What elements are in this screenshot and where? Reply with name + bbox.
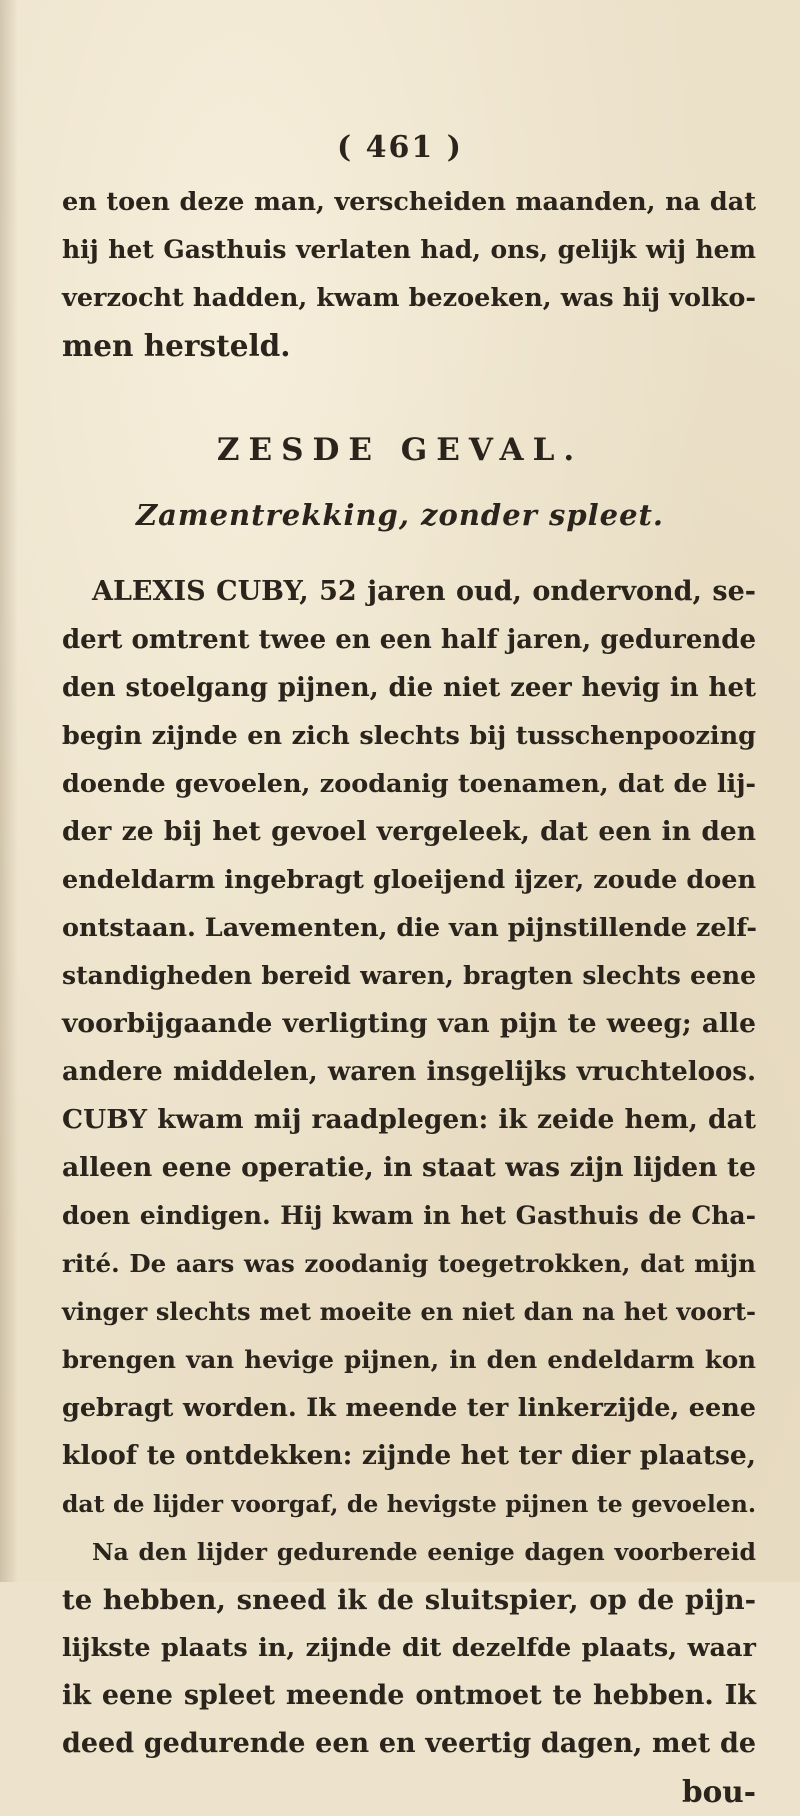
text-line: dat de lijder voorgaf, de hevigste pijnen te gevoelen. (62, 1490, 756, 1518)
text-line: brengen van hevige pijnen, in den endeldarm kon (62, 1345, 756, 1374)
paragraph-continuation (62, 178, 756, 370)
text-line: rité. De aars was zoodanig toegetrokken, dat mijn (62, 1249, 756, 1278)
text-line: lijkste plaats in, zijnde dit dezelfde plaats, waar (62, 1633, 756, 1663)
text-line: doen eindigen. Hij kwam in het Gasthuis de Cha- (62, 1201, 756, 1230)
text-line: ALEXIS CUBY, 52 jaren oud, ondervond, se- (92, 576, 756, 607)
text-line: te hebben, sneed ik de sluitspier, op de pijn- (62, 1584, 756, 1616)
text-line: gebragt worden. Ik meende ter linkerzijde, eene (62, 1393, 756, 1423)
text-line: begin zijnde en zich slechts bij tusschenpoozing (62, 721, 756, 751)
text-line: verzocht hadden, kwam bezoeken, was hij volko- (62, 283, 756, 313)
section-heading: ZESDE GEVAL. (216, 432, 584, 468)
text-line: doende gevoelen, zoodanig toenamen, dat de lij- (62, 769, 756, 799)
text-line: voorbijgaande verligting van pijn te weeg; alle (62, 1008, 756, 1039)
text-line: kloof te ontdekken: zijnde het ter dier plaatse, (62, 1440, 756, 1471)
text-line: endeldarm ingebragt gloeijend ijzer, zoude doen (62, 865, 756, 895)
body-text (62, 568, 756, 1816)
page-gutter-shadow (0, 0, 18, 1582)
text-line: hij het Gasthuis verlaten had, ons, gelijk wij hem (62, 235, 756, 264)
text-line: CUBY kwam mij raadplegen: ik zeide hem, dat (62, 1104, 756, 1135)
text-line: der ze bij het gevoel vergeleek, dat een in den (62, 816, 756, 847)
catchword: bou- (682, 1774, 756, 1809)
text-line: ik eene spleet meende ontmoet te hebben. Ik (62, 1680, 756, 1711)
text-line: standigheden bereid waren, bragten slechts eene (62, 961, 756, 990)
text-line: en toen deze man, verscheiden maanden, na dat (62, 187, 756, 217)
text-line: den stoelgang pijnen, die niet zeer hevig in het (62, 673, 756, 703)
page-number: ( 461 ) (337, 130, 463, 165)
text-line: alleen eene operatie, in staat was zijn lijden te (62, 1152, 756, 1183)
text-line: andere middelen, waren insgelijks vruchteloos. (62, 1057, 756, 1087)
text-line: men hersteld. (62, 328, 291, 363)
text-line: Na den lijder gedurende eenige dagen voorbereid (92, 1538, 756, 1566)
text-line: vinger slechts met moeite en niet dan na het voort- (62, 1297, 756, 1326)
text-line: deed gedurende een en veertig dagen, met de (62, 1728, 756, 1759)
text-line: dert omtrent twee en een half jaren, gedurende (62, 625, 756, 655)
section-subheading: Zamentrekking, zonder spleet. (135, 498, 665, 532)
text-line: ontstaan. Lavementen, die van pijnstillende zelf- (62, 913, 757, 943)
